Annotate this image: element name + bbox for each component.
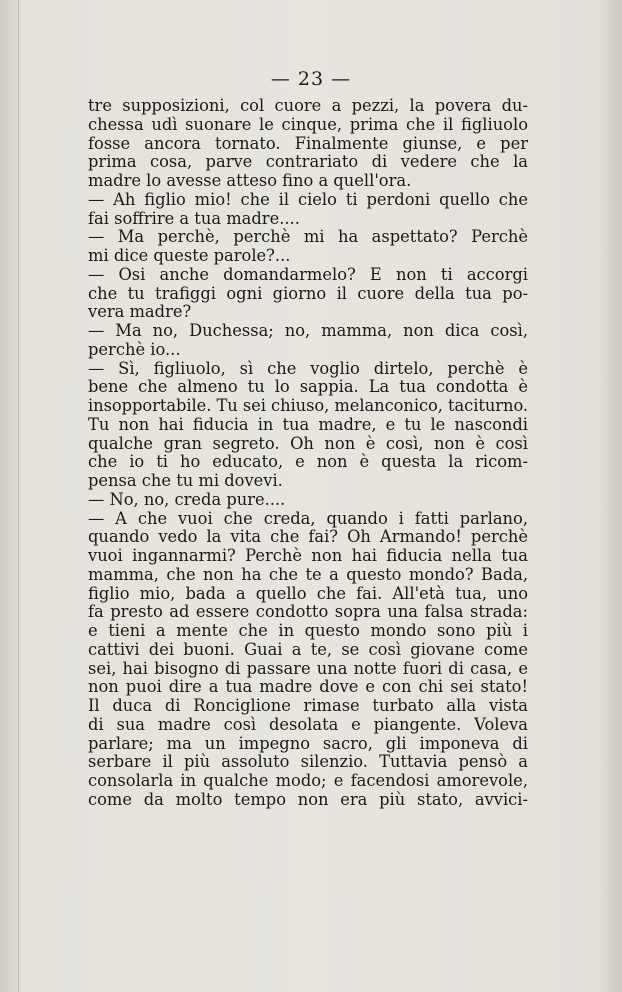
text-line: vera madre? <box>88 302 192 322</box>
text-line: prima cosa, parve contrariato di vedere che la <box>88 152 528 172</box>
text-line: cattivi dei buoni. Guai a te, se così giovane come <box>88 639 528 659</box>
text-line: quando vedo la vita che fai? Oh Armando! perchè <box>88 527 528 547</box>
text-line: vuoi ingannarmi? Perchè non hai fiducia nella tua <box>88 546 528 565</box>
text-line: madre lo avesse atteso fino a quell'ora. <box>88 171 412 190</box>
text-line: — Ah figlio mio! che il cielo ti perdoni quello che <box>88 189 528 209</box>
text-line: fosse ancora tornato. Finalmente giunse, e per <box>88 133 528 153</box>
body-text <box>88 97 528 810</box>
text-line: parlare; ma un impegno sacro, gli imponeva di <box>88 733 528 753</box>
page-gutter <box>18 0 19 992</box>
text-line: — No, no, creda pure.... <box>88 489 286 509</box>
text-line: e tieni a mente che in questo mondo sono più i <box>88 621 528 640</box>
text-line: che tu trafiggi ogni giorno il cuore della tua po- <box>88 283 528 303</box>
text-line: fa presto ad essere condotto sopra una falsa strada: <box>88 602 528 622</box>
text-line: sei, hai bisogno di passare una notte fuori di casa, e <box>88 658 528 678</box>
text-line: come da molto tempo non era più stato, avvici- <box>88 789 528 809</box>
text-line: chessa udì suonare le cinque, prima che il figliuolo <box>88 114 528 134</box>
text-line: serbare il più assoluto silenzio. Tuttavia pensò a <box>88 752 528 772</box>
text-line: consolarla in qualche modo; e facendosi amorevole, <box>88 771 528 790</box>
text-line: mi dice queste parole?... <box>88 246 291 265</box>
text-line: perchè io... <box>88 339 181 359</box>
text-line: mamma, che non ha che te a questo mondo? Bada, <box>88 564 528 584</box>
text-line: figlio mio, bada a quello che fai. All'età tua, uno <box>88 583 528 603</box>
text-line: che io ti ho educato, e non è questa la ricom- <box>88 452 528 472</box>
text-line: bene che almeno tu lo sappia. La tua condotta è <box>88 377 528 397</box>
text-line: fai soffrire a tua madre.... <box>88 208 300 228</box>
page-number: — 23 — <box>270 68 352 90</box>
text-line: — Ma perchè, perchè mi ha aspettato? Perchè <box>88 227 528 247</box>
text-line: pensa che tu mi dovevi. <box>88 471 283 490</box>
text-line: non puoi dire a tua madre dove e con chi sei stato! <box>88 677 528 697</box>
text-line: Tu non hai fiducia in tua madre, e tu le nascondi <box>88 414 528 434</box>
text-line: qualche gran segreto. Oh non è così, non è così <box>88 433 528 453</box>
text-line: insopportabile. Tu sei chiuso, melanconico, taciturno. <box>88 396 529 415</box>
text-line: — Ma no, Duchessa; no, mamma, non dica così, <box>88 321 528 340</box>
text-line: — A che vuoi che creda, quando i fatti parlano, <box>88 508 528 528</box>
text-line: — Osi anche domandarmelo? E non ti accorgi <box>88 264 528 284</box>
text-line: Il duca di Ronciglione rimase turbato alla vista <box>88 696 528 715</box>
text-line: di sua madre così desolata e piangente. Voleva <box>88 714 528 734</box>
text-line: tre supposizioni, col cuore a pezzi, la povera du- <box>88 96 528 115</box>
text-line: — Sì, figliuolo, sì che voglio dirtelo, perchè è <box>88 358 528 378</box>
